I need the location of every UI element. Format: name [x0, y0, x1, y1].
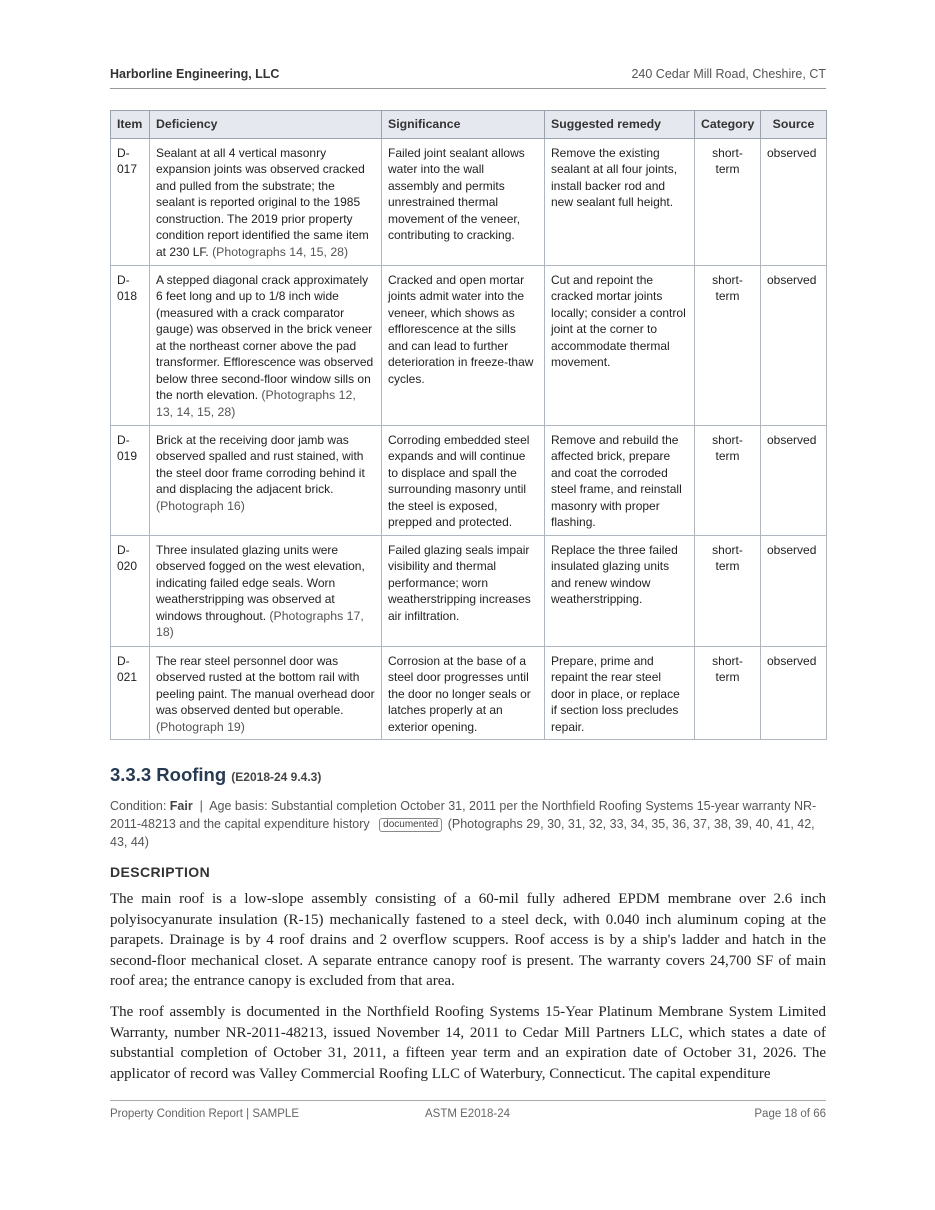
remedy-cell: Replace the three failed insulated glazing units and renew window weatherstripping. — [545, 535, 695, 646]
firm-name: Harborline Engineering, LLC — [110, 67, 280, 81]
significance-cell: Corroding embedded steel expands and will continue to displace and spall the surrounding masonry until the steel is exposed, prepped and protected. — [382, 425, 545, 535]
item-id: D-017 — [111, 138, 150, 265]
deficiency-table — [110, 110, 827, 740]
deficiency-text: Three insulated glazing units were observed fogged on the west elevation, indicating failed edge seals. Worn weatherstripping was observed at windows throughout. — [156, 542, 365, 623]
item-id: D-018 — [111, 265, 150, 425]
description-paragraph: The main roof is a low-slope assembly consisting of a 60-mil fully adhered EPDM membrane over 2.6 inch polyisocyanurate insulation (R-15) mechanically fastened to a steel deck, with 0.040 inch aluminum coping at the parapets. Drainage is by 4 roof drains and 2 overflow scuppers. Roof access is by a ship's ladder and hatch in the second-floor mechanical closet. A separate entrance canopy roof is present. The warranty covers 24,700 SF of main roof area; the entrance canopy is excluded from that area. — [110, 891, 826, 989]
item-id: D-021 — [111, 646, 150, 740]
column-header-item: Item — [111, 111, 150, 139]
deficiency-cell — [150, 535, 382, 646]
footer-report-title: Property Condition Report | SAMPLE — [110, 1108, 299, 1120]
significance-cell: Cracked and open mortar joints admit water into the veneer, which shows as efflorescence at the sills and can lead to further deterioration in freeze-thaw cycles. — [382, 265, 545, 425]
deficiency-text: Sealant at all 4 vertical masonry expansion joints was observed cracked and pulled from the substrate; the sealant is reported original to the 1985 construction. The 2019 prior property condition report identified the same item at 230 LF. — [156, 145, 369, 259]
deficiency-cell — [150, 425, 382, 535]
source-cell: observed — [761, 265, 827, 425]
deficiency-cell — [150, 646, 382, 740]
table-row — [111, 425, 827, 535]
remedy-cell: Remove and rebuild the affected brick, prepare and coat the corroded steel frame, and reinstall masonry with proper flashing. — [545, 425, 695, 535]
category-cell: short-term — [695, 535, 761, 646]
significance-cell: Corrosion at the base of a steel door progresses until the door no longer seals or latches properly at an exterior opening. — [382, 646, 545, 740]
photo-reference: (Photographs 14, 15, 28) — [212, 244, 349, 259]
deficiency-text: A stepped diagonal crack approximately 6 feet long and up to 1/8 inch wide (measured with a crack comparator gauge) was observed in the brick veneer at the northeast corner above the pad transformer. Efflorescence was observed below three second-floor window sills on the north elevation. — [156, 272, 374, 402]
page-header — [110, 66, 826, 89]
category-cell: short-term — [695, 425, 761, 535]
table-row — [111, 138, 827, 265]
documented-badge: documented — [379, 818, 442, 832]
source-cell: observed — [761, 138, 827, 265]
column-header-category: Category — [695, 111, 761, 139]
remedy-cell: Cut and repoint the cracked mortar joints locally; consider a control joint at the corner to accommodate thermal movement. — [545, 265, 695, 425]
condition-separator: | — [199, 799, 203, 813]
photo-reference: (Photograph 16) — [156, 498, 245, 513]
significance-cell: Failed joint sealant allows water into the wall assembly and permits unrestrained thermal movement of the veneer, contributing to cracking. — [382, 138, 545, 265]
condition-label: Condition: — [110, 799, 167, 813]
item-id: D-020 — [111, 535, 150, 646]
table-row — [111, 265, 827, 425]
remedy-cell: Prepare, prime and repaint the rear steel door in place, or replace if section loss precludes repair. — [545, 646, 695, 740]
item-id: D-019 — [111, 425, 150, 535]
age-basis: Age basis: Substantial completion October 31, 2011 per the Northfield Roofing Systems 15-year warranty NR-2011-48213 and the capital expenditure history — [110, 799, 817, 831]
deficiency-text: Brick at the receiving door jamb was observed spalled and rust stained, with the steel door frame corroding behind it and displacing the adjacent brick. — [156, 432, 365, 496]
remedy-cell: Remove the existing sealant at all four joints, install backer rod and new sealant full height. — [545, 138, 695, 265]
firm-address: 240 Cedar Mill Road, Cheshire, CT — [631, 67, 826, 81]
table-header-row — [111, 111, 827, 139]
photo-reference: (Photographs 12, 13, 14, 15, 28) — [156, 388, 356, 419]
photo-reference: (Photographs 17, 18) — [156, 608, 364, 639]
category-cell: short-term — [695, 646, 761, 740]
section-standard-reference: (E2018-24 9.4.3) — [231, 770, 322, 784]
footer-standard: ASTM E2018-24 — [425, 1108, 511, 1120]
table-row — [111, 646, 827, 740]
footer-page-number: Page 18 of 66 — [754, 1108, 826, 1120]
page-footer — [110, 1100, 826, 1120]
source-cell: observed — [761, 646, 827, 740]
significance-cell: Failed glazing seals impair visibility and thermal performance; worn weatherstripping increases air infiltration. — [382, 535, 545, 646]
column-header-deficiency: Deficiency — [150, 111, 382, 139]
deficiency-text: The rear steel personnel door was observed rusted at the bottom rail with peeling paint. The manual overhead door was observed dented but operable. — [156, 653, 375, 717]
description-heading: DESCRIPTION — [110, 864, 211, 880]
condition-line — [110, 797, 826, 851]
column-header-source: Source — [761, 111, 827, 139]
section-photo-reference: (Photographs 29, 30, 31, 32, 33, 34, 35, 36, 37, 38, 39, 40, 41, 42, 43, 44) — [110, 817, 815, 849]
description-paragraph: The roof assembly is documented in the Northfield Roofing Systems 15-Year Platinum Membrane System Limited Warranty, number NR-2011-48213, issued November 14, 2011 to Cedar Mill Partners LLC, which states a date of substantial completion of October 31, 2011, a fifteen year term and an expiration date of October 31, 2026. The applicator of record was Valley Commercial Roofing LLC of Waterbury, Connecticut. The capital expenditure — [110, 1004, 826, 1082]
section-heading — [110, 764, 321, 786]
table-row — [111, 535, 827, 646]
category-cell: short-term — [695, 138, 761, 265]
source-cell: observed — [761, 535, 827, 646]
section-title: 3.3.3 Roofing — [110, 764, 227, 785]
source-cell: observed — [761, 425, 827, 535]
category-cell: short-term — [695, 265, 761, 425]
column-header-significance: Significance — [382, 111, 545, 139]
column-header-remedy: Suggested remedy — [545, 111, 695, 139]
condition-rating: Fair — [169, 799, 193, 813]
deficiency-cell — [150, 138, 382, 265]
deficiency-cell — [150, 265, 382, 425]
photo-reference: (Photograph 19) — [156, 719, 245, 734]
